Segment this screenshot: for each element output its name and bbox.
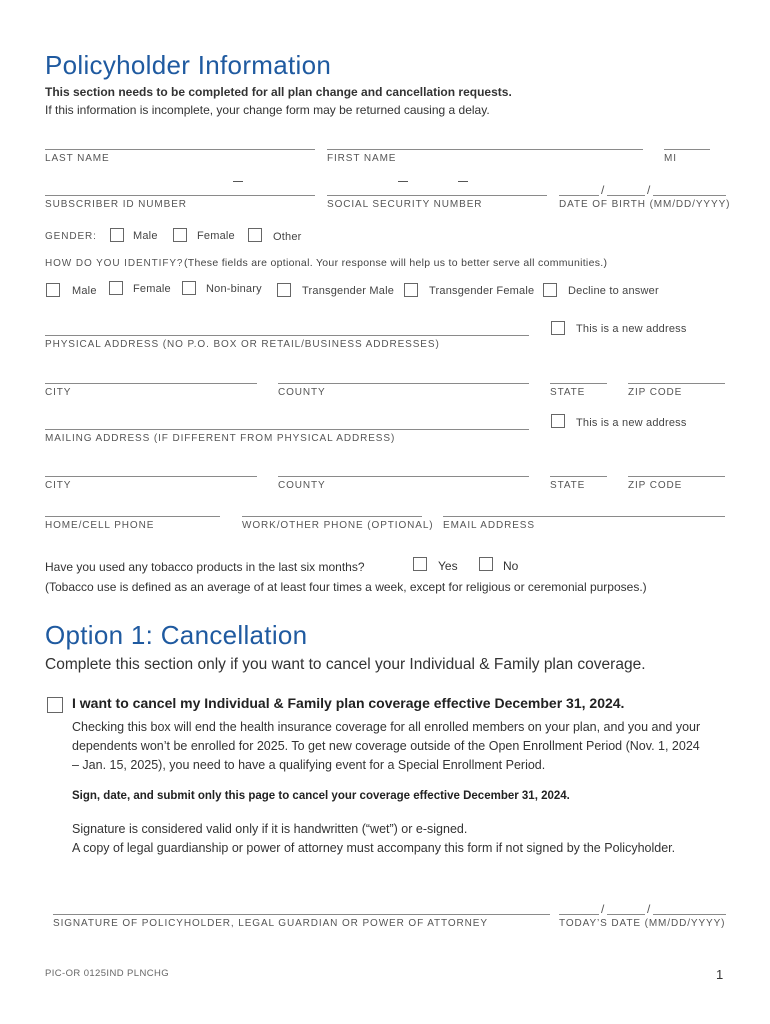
form-code: PIC-OR 0125IND PLNCHG — [45, 968, 170, 979]
physical-county-label: COUNTY — [278, 387, 326, 398]
cancel-coverage-checkbox[interactable] — [47, 697, 63, 713]
mailing-state-label: STATE — [550, 480, 586, 491]
subscriber-id-label: SUBSCRIBER ID NUMBER — [45, 199, 187, 210]
identify-decline-checkbox[interactable] — [543, 283, 557, 297]
physical-county-field[interactable] — [278, 383, 529, 384]
tobacco-yes-checkbox[interactable] — [413, 557, 427, 571]
dob-month-field[interactable] — [559, 195, 599, 196]
identify-nonbinary-label: Non-binary — [206, 283, 262, 295]
identify-note: (These fields are optional. Your response will help us to better serve all communities.) — [184, 257, 608, 269]
signature-note-1: Signature is considered valid only if it is handwritten (“wet”) or e-signed. — [72, 822, 468, 836]
dob-year-field[interactable] — [653, 195, 726, 196]
tobacco-question: Have you used any tobacco products in the last six months? — [45, 560, 365, 574]
work-phone-label: WORK/OTHER PHONE (OPTIONAL) — [242, 520, 434, 531]
mailing-county-label: COUNTY — [278, 480, 326, 491]
incomplete-note: If this information is incomplete, your change form may be returned causing a delay. — [45, 103, 490, 117]
gender-female-label: Female — [197, 230, 235, 242]
signature-field[interactable] — [53, 914, 550, 915]
physical-state-label: STATE — [550, 387, 586, 398]
physical-new-address-checkbox[interactable] — [551, 321, 565, 335]
separator-dash — [233, 181, 243, 182]
cancellation-subtitle: Complete this section only if you want to cancel your Individual & Family plan coverage. — [45, 656, 646, 673]
gender-male-label: Male — [133, 230, 158, 242]
identify-trans-female-label: Transgender Female — [429, 285, 535, 297]
gender-label: GENDER: — [45, 231, 97, 242]
tobacco-yes-label: Yes — [438, 559, 458, 573]
cancellation-paragraph-line2: dependents won’t be enrolled for 2025. To get new coverage outside of the Open Enrollment Period (Nov. 1, 2024 — [72, 739, 700, 753]
identify-male-checkbox[interactable] — [46, 283, 60, 297]
date-month-field[interactable] — [559, 914, 599, 915]
gender-male-checkbox[interactable] — [110, 228, 124, 242]
home-phone-field[interactable] — [45, 516, 220, 517]
date-slash: / — [601, 183, 605, 197]
separator-dash — [458, 181, 468, 182]
separator-dash — [398, 181, 408, 182]
mailing-address-field[interactable] — [45, 429, 529, 430]
mi-field[interactable] — [664, 149, 710, 150]
mailing-new-address-checkbox[interactable] — [551, 414, 565, 428]
tobacco-no-checkbox[interactable] — [479, 557, 493, 571]
physical-state-field[interactable] — [550, 383, 607, 384]
tobacco-no-label: No — [503, 559, 519, 573]
mailing-city-field[interactable] — [45, 476, 257, 477]
identify-label: HOW DO YOU IDENTIFY? — [45, 258, 184, 269]
first-name-field[interactable] — [327, 149, 643, 150]
mailing-city-label: CITY — [45, 480, 72, 491]
last-name-label: LAST NAME — [45, 153, 110, 164]
mailing-new-address-label: This is a new address — [576, 417, 687, 429]
cancel-coverage-label: I want to cancel my Individual & Family plan coverage effective December 31, 2024. — [72, 695, 625, 711]
identify-male-label: Male — [72, 285, 97, 297]
physical-new-address-label: This is a new address — [576, 323, 687, 335]
ssn-label: SOCIAL SECURITY NUMBER — [327, 199, 483, 210]
signature-label: SIGNATURE OF POLICYHOLDER, LEGAL GUARDIAN OR POWER OF ATTORNEY — [53, 918, 488, 929]
page-number: 1 — [716, 967, 724, 982]
date-year-field[interactable] — [653, 914, 726, 915]
section-title-policyholder: Policyholder Information — [45, 50, 332, 80]
date-slash: / — [601, 902, 605, 916]
first-name-label: FIRST NAME — [327, 153, 397, 164]
last-name-field[interactable] — [45, 149, 315, 150]
ssn-field[interactable] — [327, 195, 547, 196]
mailing-zip-label: ZIP CODE — [628, 480, 683, 491]
physical-zip-field[interactable] — [628, 383, 725, 384]
date-slash: / — [647, 183, 651, 197]
identify-trans-male-checkbox[interactable] — [277, 283, 291, 297]
subscriber-id-field[interactable] — [45, 195, 315, 196]
identify-trans-female-checkbox[interactable] — [404, 283, 418, 297]
identify-decline-label: Decline to answer — [568, 285, 659, 297]
identify-female-label: Female — [133, 283, 171, 295]
section-title-cancellation: Option 1: Cancellation — [45, 620, 308, 650]
work-phone-field[interactable] — [242, 516, 422, 517]
mailing-address-label: MAILING ADDRESS (IF DIFFERENT FROM PHYSICAL ADDRESS) — [45, 433, 396, 444]
identify-trans-male-label: Transgender Male — [302, 285, 395, 297]
dob-label: DATE OF BIRTH (MM/DD/YYYY) — [559, 199, 731, 210]
email-label: EMAIL ADDRESS — [443, 520, 535, 531]
mi-label: MI — [664, 153, 677, 164]
date-label: TODAY’S DATE (MM/DD/YYYY) — [559, 918, 726, 929]
date-day-field[interactable] — [607, 914, 645, 915]
gender-other-label: Other — [273, 231, 302, 243]
date-slash: / — [647, 902, 651, 916]
tobacco-note: (Tobacco use is defined as an average of at least four times a week, except for religious or ceremonial purposes.) — [45, 580, 647, 594]
required-note: This section needs to be completed for all plan change and cancellation requests. — [45, 85, 512, 99]
signature-note-2: A copy of legal guardianship or power of attorney must accompany this form if not signed by the Policyholder. — [72, 841, 676, 855]
cancellation-paragraph-line1: Checking this box will end the health insurance coverage for all enrolled members on your plan, and you and your — [72, 720, 701, 734]
mailing-state-field[interactable] — [550, 476, 607, 477]
gender-other-checkbox[interactable] — [248, 228, 262, 242]
mailing-zip-field[interactable] — [628, 476, 725, 477]
identify-nonbinary-checkbox[interactable] — [182, 281, 196, 295]
home-phone-label: HOME/CELL PHONE — [45, 520, 155, 531]
physical-zip-label: ZIP CODE — [628, 387, 683, 398]
identify-female-checkbox[interactable] — [109, 281, 123, 295]
gender-female-checkbox[interactable] — [173, 228, 187, 242]
physical-city-field[interactable] — [45, 383, 257, 384]
dob-day-field[interactable] — [607, 195, 645, 196]
physical-address-label: PHYSICAL ADDRESS (NO P.O. BOX OR RETAIL/BUSINESS ADDRESSES) — [45, 339, 440, 350]
cancellation-paragraph-line3: – Jan. 15, 2025), you need to have a qualifying event for a Special Enrollment Period. — [72, 758, 546, 772]
physical-city-label: CITY — [45, 387, 72, 398]
physical-address-field[interactable] — [45, 335, 529, 336]
mailing-county-field[interactable] — [278, 476, 529, 477]
sign-instruction: Sign, date, and submit only this page to cancel your coverage effective December 31, 2024. — [72, 790, 570, 802]
email-field[interactable] — [443, 516, 725, 517]
